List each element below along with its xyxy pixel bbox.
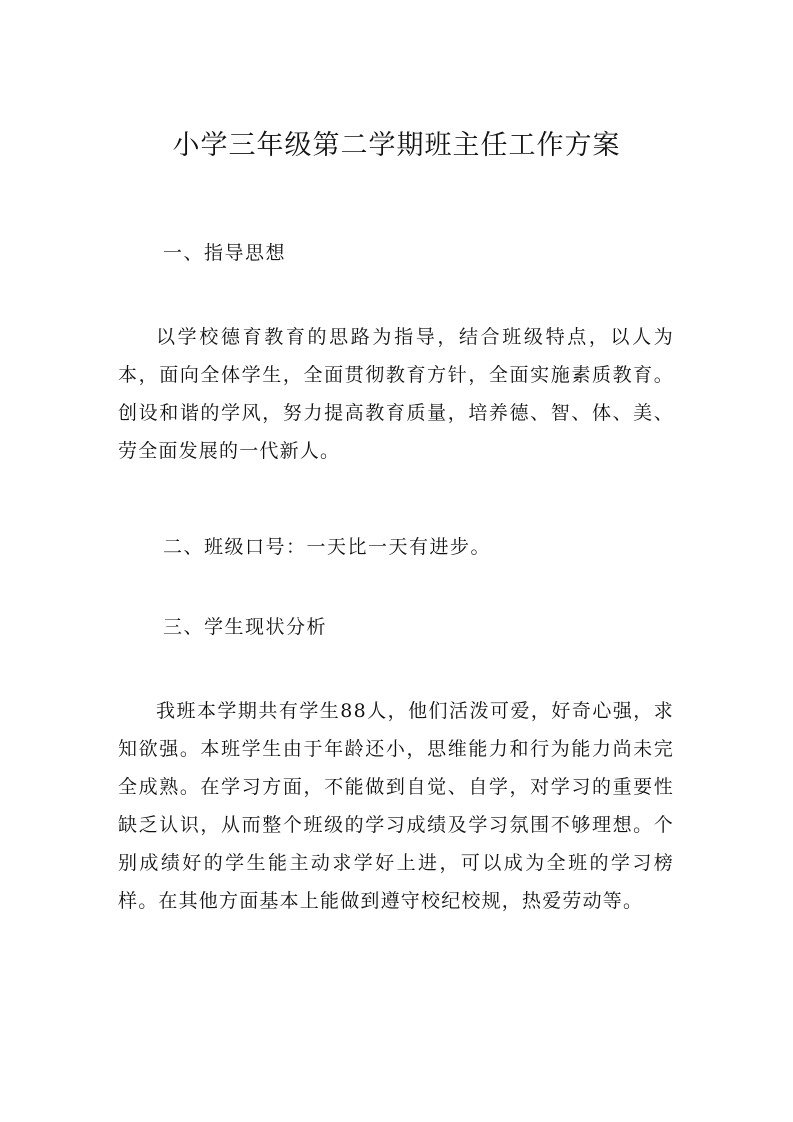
section-paragraph-student-analysis: 我班本学期共有学生88人，他们活泼可爱，好奇心强，求知欲强。本班学生由于年龄还小，思维能力和行为能力尚未完全成熟。在学习方面，不能做到自觉、自学，对学习的重要性缺乏认识，从而整个班级的学习成绩及学习氛围不够理想。个别成绩好的学生能主动求学好上进，可以成为全班的学习榜样。在其他方面基本上能做到遵守校纪校规，热爱劳动等。 <box>118 700 674 912</box>
section-heading-student-analysis: 三、学生现状分析 <box>163 616 328 638</box>
document-title: 小学三年级第二学期班主任工作方案 <box>172 130 621 161</box>
section-paragraph-guiding-ideology: 以学校德育教育的思路为指导，结合班级特点，以人为本，面向全体学生，全面贯彻教育方针，全面实施素质教育。创设和谐的学风，努力提高教育质量，培养德、智、体、美、劳全面发展的一代新人。 <box>118 326 674 462</box>
section-heading-guiding-ideology: 一、指导思想 <box>163 242 287 264</box>
section-heading-class-slogan: 二、班级口号：一天比一天有进步。 <box>163 536 492 558</box>
